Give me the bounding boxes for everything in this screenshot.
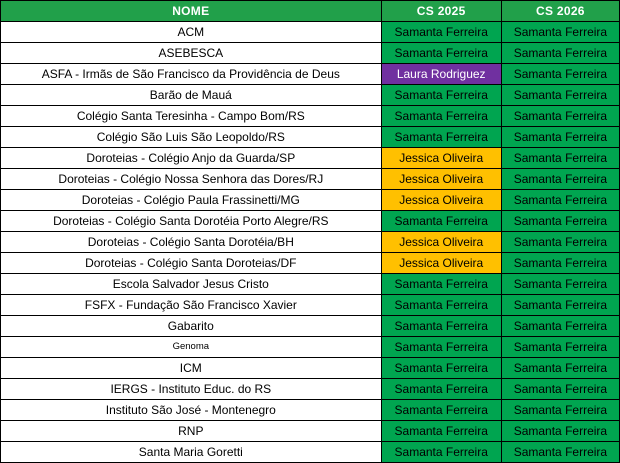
cell-nome: ACM — [1, 22, 382, 43]
cell-nome: Genoma — [1, 337, 382, 358]
cell-cs-2026: Samanta Ferreira — [501, 274, 619, 295]
column-header-cs-2026[interactable]: CS 2026 — [501, 1, 619, 22]
cell-nome: Colégio Santa Teresinha - Campo Bom/RS — [1, 106, 382, 127]
table-row — [1, 106, 620, 127]
cell-nome: Doroteias - Colégio Santa Dorotéia Porto Alegre/RS — [1, 211, 382, 232]
column-header-cs-2025[interactable]: CS 2025 — [381, 1, 501, 22]
table-row — [1, 316, 620, 337]
cell-nome: Barão de Mauá — [1, 85, 382, 106]
cell-cs-2026: Samanta Ferreira — [501, 400, 619, 421]
cell-cs-2026: Samanta Ferreira — [501, 64, 619, 85]
cell-nome: ASFA - Irmãs de São Francisco da Providência de Deus — [1, 64, 382, 85]
cell-nome: Doroteias - Colégio Nossa Senhora das Dores/RJ — [1, 169, 382, 190]
cell-cs-2025: Samanta Ferreira — [381, 127, 501, 148]
cell-cs-2026: Samanta Ferreira — [501, 379, 619, 400]
cell-cs-2026: Samanta Ferreira — [501, 232, 619, 253]
cell-nome: ASEBESCA — [1, 43, 382, 64]
table-row — [1, 379, 620, 400]
cell-nome: Colégio São Luis São Leopoldo/RS — [1, 127, 382, 148]
cell-cs-2026: Samanta Ferreira — [501, 85, 619, 106]
cell-cs-2026: Samanta Ferreira — [501, 211, 619, 232]
cell-cs-2025: Samanta Ferreira — [381, 22, 501, 43]
table-row — [1, 211, 620, 232]
cell-cs-2025: Samanta Ferreira — [381, 274, 501, 295]
cell-cs-2025: Samanta Ferreira — [381, 85, 501, 106]
cell-cs-2026: Samanta Ferreira — [501, 358, 619, 379]
cell-cs-2026: Samanta Ferreira — [501, 421, 619, 442]
cell-nome: Doroteias - Colégio Santa Dorotéia/BH — [1, 232, 382, 253]
cell-cs-2025: Samanta Ferreira — [381, 358, 501, 379]
cell-cs-2025: Laura Rodriguez — [381, 64, 501, 85]
cell-nome: Doroteias - Colégio Santa Doroteias/DF — [1, 253, 382, 274]
cell-cs-2026: Samanta Ferreira — [501, 337, 619, 358]
table-row — [1, 22, 620, 43]
cell-cs-2025: Samanta Ferreira — [381, 295, 501, 316]
table-row — [1, 253, 620, 274]
cell-cs-2025: Jessica Oliveira — [381, 253, 501, 274]
cell-nome: Doroteias - Colégio Paula Frassinetti/MG — [1, 190, 382, 211]
table-row — [1, 358, 620, 379]
cell-nome: ICM — [1, 358, 382, 379]
cell-cs-2025: Samanta Ferreira — [381, 379, 501, 400]
cell-nome: FSFX - Fundação São Francisco Xavier — [1, 295, 382, 316]
cell-nome: Instituto São José - Montenegro — [1, 400, 382, 421]
cell-cs-2025: Samanta Ferreira — [381, 106, 501, 127]
cell-cs-2026: Samanta Ferreira — [501, 190, 619, 211]
table-row — [1, 43, 620, 64]
cell-cs-2025: Samanta Ferreira — [381, 421, 501, 442]
cell-cs-2026: Samanta Ferreira — [501, 316, 619, 337]
table-row — [1, 169, 620, 190]
cell-cs-2025: Samanta Ferreira — [381, 337, 501, 358]
table-row — [1, 148, 620, 169]
cell-cs-2026: Samanta Ferreira — [501, 169, 619, 190]
table-row — [1, 127, 620, 148]
cell-nome: Santa Maria Goretti — [1, 442, 382, 463]
cell-nome: Doroteias - Colégio Anjo da Guarda/SP — [1, 148, 382, 169]
cell-cs-2026: Samanta Ferreira — [501, 127, 619, 148]
cell-nome: Gabarito — [1, 316, 382, 337]
table-row — [1, 421, 620, 442]
cell-cs-2025: Jessica Oliveira — [381, 232, 501, 253]
cell-nome: Escola Salvador Jesus Cristo — [1, 274, 382, 295]
cell-cs-2026: Samanta Ferreira — [501, 106, 619, 127]
table-row — [1, 274, 620, 295]
table-row — [1, 232, 620, 253]
table-row — [1, 85, 620, 106]
cell-cs-2026: Samanta Ferreira — [501, 43, 619, 64]
cell-cs-2025: Jessica Oliveira — [381, 190, 501, 211]
cell-nome: IERGS - Instituto Educ. do RS — [1, 379, 382, 400]
cell-cs-2025: Samanta Ferreira — [381, 211, 501, 232]
table-row — [1, 400, 620, 421]
cell-nome: RNP — [1, 421, 382, 442]
cell-cs-2026: Samanta Ferreira — [501, 442, 619, 463]
cell-cs-2025: Samanta Ferreira — [381, 43, 501, 64]
table-body — [1, 22, 620, 463]
cell-cs-2025: Jessica Oliveira — [381, 148, 501, 169]
cell-cs-2026: Samanta Ferreira — [501, 253, 619, 274]
cell-cs-2025: Samanta Ferreira — [381, 316, 501, 337]
table-row — [1, 337, 620, 358]
cell-cs-2025: Samanta Ferreira — [381, 442, 501, 463]
table-row — [1, 295, 620, 316]
table-row — [1, 190, 620, 211]
table-row — [1, 442, 620, 463]
table-header — [1, 1, 620, 22]
cell-cs-2026: Samanta Ferreira — [501, 22, 619, 43]
cell-cs-2025: Jessica Oliveira — [381, 169, 501, 190]
table-header-row — [1, 1, 620, 22]
column-header-nome[interactable]: NOME — [1, 1, 382, 22]
cell-cs-2026: Samanta Ferreira — [501, 295, 619, 316]
cell-cs-2025: Samanta Ferreira — [381, 400, 501, 421]
cell-cs-2026: Samanta Ferreira — [501, 148, 619, 169]
table-row — [1, 64, 620, 85]
